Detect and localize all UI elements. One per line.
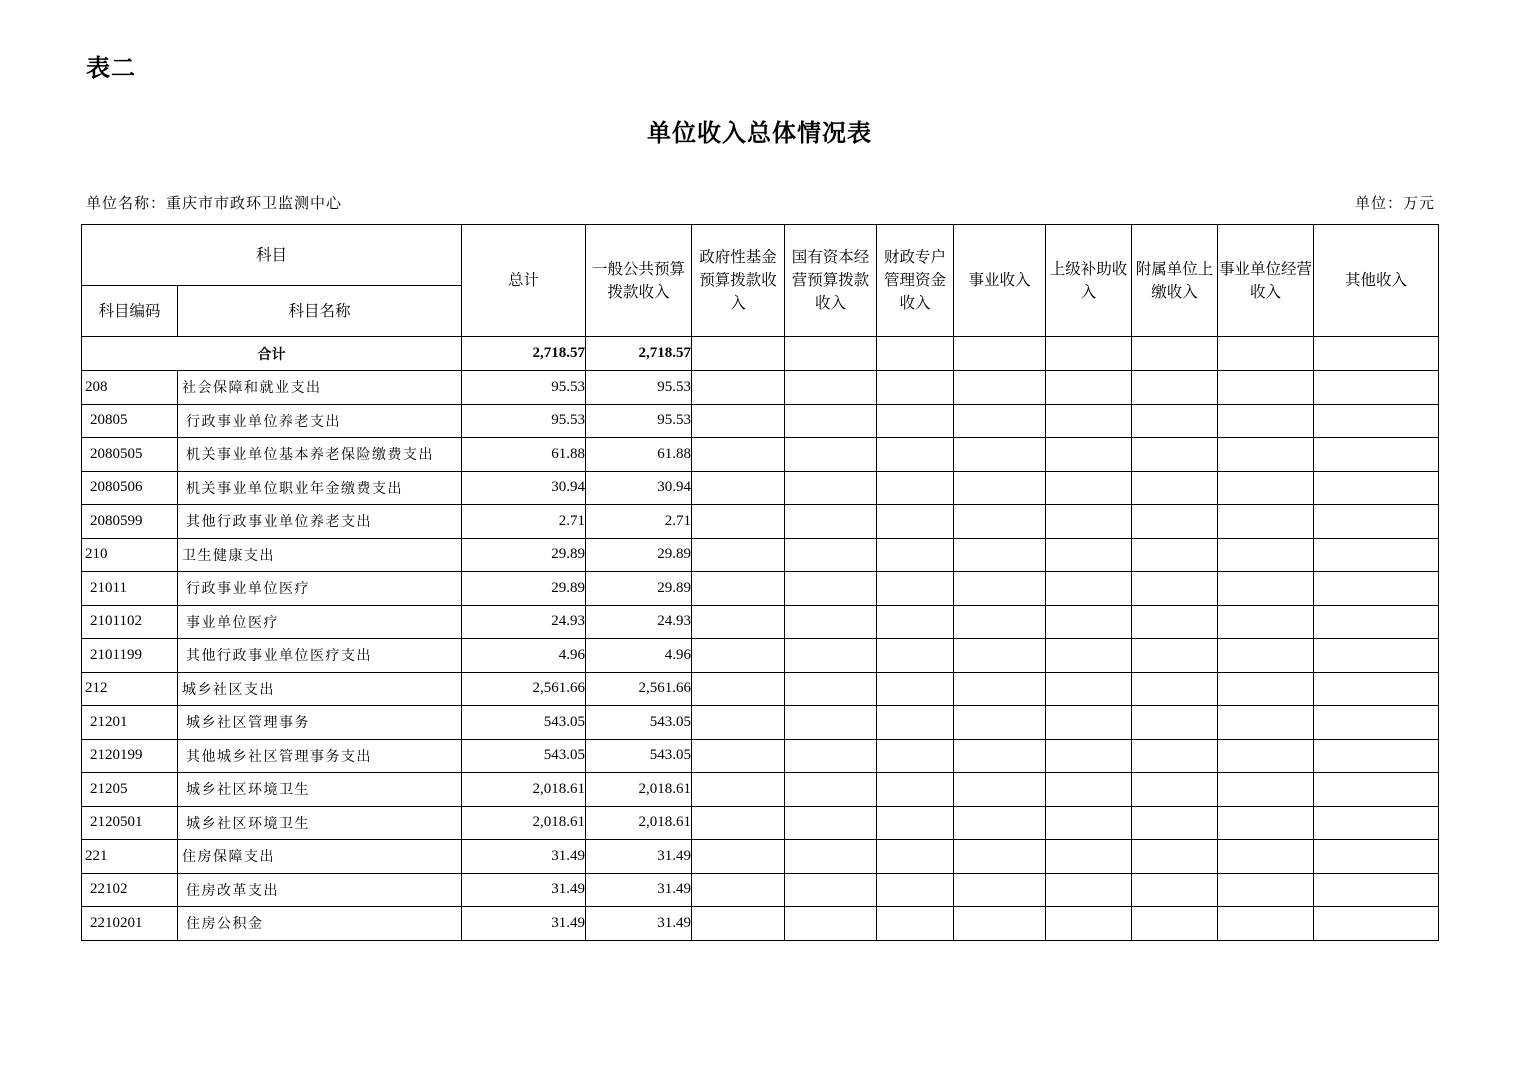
empty-cell bbox=[1046, 739, 1132, 773]
empty-cell bbox=[692, 773, 785, 807]
header-affiliated-unit: 附属单位上缴收入 bbox=[1132, 225, 1218, 337]
table-body bbox=[82, 337, 1439, 941]
table-row bbox=[82, 672, 1439, 706]
general-budget-cell: 31.49 bbox=[586, 907, 692, 941]
empty-cell bbox=[692, 639, 785, 673]
subject-code-cell: 212 bbox=[82, 672, 178, 706]
total-empty-cell bbox=[692, 337, 785, 371]
total-empty-cell bbox=[1218, 337, 1314, 371]
empty-cell bbox=[877, 471, 954, 505]
empty-cell bbox=[1218, 605, 1314, 639]
header-general-public-budget: 一般公共预算拨款收入 bbox=[586, 225, 692, 337]
empty-cell bbox=[692, 471, 785, 505]
empty-cell bbox=[954, 907, 1046, 941]
empty-cell bbox=[1132, 438, 1218, 472]
empty-cell bbox=[954, 840, 1046, 874]
empty-cell bbox=[877, 706, 954, 740]
empty-cell bbox=[1132, 639, 1218, 673]
empty-cell bbox=[785, 773, 877, 807]
empty-cell bbox=[1046, 706, 1132, 740]
empty-cell bbox=[1132, 773, 1218, 807]
total-cell: 2,561.66 bbox=[462, 672, 586, 706]
table-row bbox=[82, 873, 1439, 907]
total-cell: 95.53 bbox=[462, 404, 586, 438]
subject-name-cell: 住房保障支出 bbox=[178, 840, 462, 874]
header-superior-subsidy: 上级补助收入 bbox=[1046, 225, 1132, 337]
total-total: 2,718.57 bbox=[462, 337, 586, 371]
total-cell: 2,018.61 bbox=[462, 806, 586, 840]
table-row bbox=[82, 404, 1439, 438]
empty-cell bbox=[877, 371, 954, 405]
empty-cell bbox=[1314, 706, 1439, 740]
empty-cell bbox=[877, 672, 954, 706]
empty-cell bbox=[692, 706, 785, 740]
empty-cell bbox=[1132, 371, 1218, 405]
empty-cell bbox=[785, 639, 877, 673]
subject-code-cell: 2080506 bbox=[82, 471, 178, 505]
empty-cell bbox=[877, 873, 954, 907]
empty-cell bbox=[1218, 505, 1314, 539]
table-label: 表二 bbox=[86, 54, 136, 82]
table-row bbox=[82, 605, 1439, 639]
total-cell: 2.71 bbox=[462, 505, 586, 539]
subject-name-cell: 社会保障和就业支出 bbox=[178, 371, 462, 405]
general-budget-cell: 2,018.61 bbox=[586, 806, 692, 840]
total-cell: 24.93 bbox=[462, 605, 586, 639]
empty-cell bbox=[1132, 806, 1218, 840]
empty-cell bbox=[1314, 404, 1439, 438]
empty-cell bbox=[1132, 907, 1218, 941]
empty-cell bbox=[1218, 438, 1314, 472]
empty-cell bbox=[785, 572, 877, 606]
empty-cell bbox=[785, 672, 877, 706]
header-business-operation: 事业单位经营收入 bbox=[1218, 225, 1314, 337]
income-table bbox=[81, 224, 1439, 941]
empty-cell bbox=[1314, 739, 1439, 773]
empty-cell bbox=[1132, 605, 1218, 639]
empty-cell bbox=[1218, 672, 1314, 706]
empty-cell bbox=[785, 371, 877, 405]
table-row bbox=[82, 806, 1439, 840]
empty-cell bbox=[1046, 438, 1132, 472]
empty-cell bbox=[1314, 806, 1439, 840]
empty-cell bbox=[1314, 505, 1439, 539]
empty-cell bbox=[1132, 572, 1218, 606]
empty-cell bbox=[1046, 873, 1132, 907]
general-budget-cell: 95.53 bbox=[586, 404, 692, 438]
empty-cell bbox=[877, 538, 954, 572]
empty-cell bbox=[785, 605, 877, 639]
empty-cell bbox=[954, 773, 1046, 807]
empty-cell bbox=[1314, 471, 1439, 505]
empty-cell bbox=[1046, 471, 1132, 505]
general-budget-cell: 31.49 bbox=[586, 873, 692, 907]
subject-name-cell: 其他城乡社区管理事务支出 bbox=[178, 739, 462, 773]
total-empty-cell bbox=[954, 337, 1046, 371]
general-budget-cell: 543.05 bbox=[586, 739, 692, 773]
total-cell: 2,018.61 bbox=[462, 773, 586, 807]
subject-name-cell: 住房公积金 bbox=[178, 907, 462, 941]
header-subject-name: 科目名称 bbox=[178, 286, 462, 337]
table-row bbox=[82, 706, 1439, 740]
empty-cell bbox=[692, 505, 785, 539]
empty-cell bbox=[1314, 773, 1439, 807]
subject-name-cell: 其他行政事业单位医疗支出 bbox=[178, 639, 462, 673]
empty-cell bbox=[1314, 572, 1439, 606]
total-empty-cell bbox=[1046, 337, 1132, 371]
total-empty-cell bbox=[877, 337, 954, 371]
empty-cell bbox=[1218, 371, 1314, 405]
empty-cell bbox=[877, 907, 954, 941]
empty-cell bbox=[692, 840, 785, 874]
total-label: 合计 bbox=[82, 337, 462, 371]
subject-code-cell: 2120199 bbox=[82, 739, 178, 773]
empty-cell bbox=[1218, 873, 1314, 907]
general-budget-cell: 543.05 bbox=[586, 706, 692, 740]
empty-cell bbox=[785, 739, 877, 773]
empty-cell bbox=[785, 505, 877, 539]
header-subject: 科目 bbox=[82, 225, 462, 286]
total-row bbox=[82, 337, 1439, 371]
subject-name-cell: 城乡社区环境卫生 bbox=[178, 806, 462, 840]
total-empty-cell bbox=[1132, 337, 1218, 371]
total-general: 2,718.57 bbox=[586, 337, 692, 371]
empty-cell bbox=[954, 605, 1046, 639]
empty-cell bbox=[1132, 739, 1218, 773]
total-cell: 95.53 bbox=[462, 371, 586, 405]
general-budget-cell: 2,018.61 bbox=[586, 773, 692, 807]
empty-cell bbox=[1314, 672, 1439, 706]
general-budget-cell: 61.88 bbox=[586, 438, 692, 472]
empty-cell bbox=[954, 371, 1046, 405]
empty-cell bbox=[1314, 840, 1439, 874]
empty-cell bbox=[692, 907, 785, 941]
table-header bbox=[82, 225, 1439, 337]
currency-unit-label: 单位：万元 bbox=[1354, 194, 1435, 212]
empty-cell bbox=[954, 873, 1046, 907]
empty-cell bbox=[1218, 538, 1314, 572]
empty-cell bbox=[954, 572, 1046, 606]
header-government-fund: 政府性基金预算拨款收入 bbox=[692, 225, 785, 337]
empty-cell bbox=[692, 605, 785, 639]
subject-name-cell: 行政事业单位医疗 bbox=[178, 572, 462, 606]
empty-cell bbox=[1314, 605, 1439, 639]
total-cell: 61.88 bbox=[462, 438, 586, 472]
empty-cell bbox=[954, 438, 1046, 472]
empty-cell bbox=[1218, 471, 1314, 505]
empty-cell bbox=[1046, 572, 1132, 606]
total-cell: 30.94 bbox=[462, 471, 586, 505]
empty-cell bbox=[692, 404, 785, 438]
empty-cell bbox=[954, 739, 1046, 773]
header-fiscal-special: 财政专户管理资金收入 bbox=[877, 225, 954, 337]
general-budget-cell: 2,561.66 bbox=[586, 672, 692, 706]
empty-cell bbox=[692, 672, 785, 706]
subject-name-cell: 其他行政事业单位养老支出 bbox=[178, 505, 462, 539]
empty-cell bbox=[877, 404, 954, 438]
subject-name-cell: 城乡社区支出 bbox=[178, 672, 462, 706]
table-row bbox=[82, 572, 1439, 606]
empty-cell bbox=[1046, 806, 1132, 840]
empty-cell bbox=[785, 538, 877, 572]
header-subject-code: 科目编码 bbox=[82, 286, 178, 337]
empty-cell bbox=[1218, 639, 1314, 673]
table-row bbox=[82, 438, 1439, 472]
empty-cell bbox=[877, 840, 954, 874]
general-budget-cell: 2.71 bbox=[586, 505, 692, 539]
total-cell: 31.49 bbox=[462, 907, 586, 941]
subject-name-cell: 机关事业单位职业年金缴费支出 bbox=[178, 471, 462, 505]
empty-cell bbox=[877, 773, 954, 807]
subject-code-cell: 208 bbox=[82, 371, 178, 405]
empty-cell bbox=[877, 605, 954, 639]
empty-cell bbox=[1132, 538, 1218, 572]
subject-code-cell: 21205 bbox=[82, 773, 178, 807]
empty-cell bbox=[1218, 840, 1314, 874]
total-cell: 29.89 bbox=[462, 572, 586, 606]
subject-code-cell: 2080599 bbox=[82, 505, 178, 539]
subject-name-cell: 机关事业单位基本养老保险缴费支出 bbox=[178, 438, 462, 472]
empty-cell bbox=[692, 371, 785, 405]
total-cell: 31.49 bbox=[462, 840, 586, 874]
empty-cell bbox=[954, 706, 1046, 740]
empty-cell bbox=[877, 639, 954, 673]
empty-cell bbox=[954, 672, 1046, 706]
empty-cell bbox=[1132, 672, 1218, 706]
subject-name-cell: 住房改革支出 bbox=[178, 873, 462, 907]
page-title: 单位收入总体情况表 bbox=[647, 118, 872, 147]
subject-name-cell: 事业单位医疗 bbox=[178, 605, 462, 639]
general-budget-cell: 29.89 bbox=[586, 538, 692, 572]
empty-cell bbox=[785, 873, 877, 907]
empty-cell bbox=[785, 907, 877, 941]
empty-cell bbox=[1314, 639, 1439, 673]
empty-cell bbox=[785, 471, 877, 505]
unit-name-label: 单位名称：重庆市市政环卫监测中心 bbox=[86, 194, 343, 212]
subject-code-cell: 21011 bbox=[82, 572, 178, 606]
subject-name-cell: 卫生健康支出 bbox=[178, 538, 462, 572]
empty-cell bbox=[954, 639, 1046, 673]
empty-cell bbox=[1218, 806, 1314, 840]
table-row bbox=[82, 371, 1439, 405]
empty-cell bbox=[692, 438, 785, 472]
empty-cell bbox=[1132, 404, 1218, 438]
empty-cell bbox=[692, 806, 785, 840]
table-row bbox=[82, 505, 1439, 539]
total-cell: 543.05 bbox=[462, 739, 586, 773]
empty-cell bbox=[954, 505, 1046, 539]
subject-name-cell: 城乡社区环境卫生 bbox=[178, 773, 462, 807]
empty-cell bbox=[1046, 773, 1132, 807]
general-budget-cell: 24.93 bbox=[586, 605, 692, 639]
empty-cell bbox=[692, 739, 785, 773]
empty-cell bbox=[1046, 505, 1132, 539]
header-business-income: 事业收入 bbox=[954, 225, 1046, 337]
empty-cell bbox=[1314, 873, 1439, 907]
table-row bbox=[82, 639, 1439, 673]
empty-cell bbox=[1314, 438, 1439, 472]
total-empty-cell bbox=[785, 337, 877, 371]
empty-cell bbox=[954, 404, 1046, 438]
table-row bbox=[82, 471, 1439, 505]
empty-cell bbox=[1218, 706, 1314, 740]
subject-code-cell: 20805 bbox=[82, 404, 178, 438]
empty-cell bbox=[1218, 773, 1314, 807]
header-total: 总计 bbox=[462, 225, 586, 337]
header-state-capital: 国有资本经营预算拨款收入 bbox=[785, 225, 877, 337]
empty-cell bbox=[877, 572, 954, 606]
subject-code-cell: 22102 bbox=[82, 873, 178, 907]
empty-cell bbox=[1046, 538, 1132, 572]
empty-cell bbox=[954, 471, 1046, 505]
general-budget-cell: 95.53 bbox=[586, 371, 692, 405]
subject-name-cell: 城乡社区管理事务 bbox=[178, 706, 462, 740]
empty-cell bbox=[1132, 706, 1218, 740]
general-budget-cell: 31.49 bbox=[586, 840, 692, 874]
total-cell: 4.96 bbox=[462, 639, 586, 673]
subject-code-cell: 2101102 bbox=[82, 605, 178, 639]
empty-cell bbox=[1046, 605, 1132, 639]
subject-code-cell: 2210201 bbox=[82, 907, 178, 941]
total-cell: 29.89 bbox=[462, 538, 586, 572]
empty-cell bbox=[785, 840, 877, 874]
empty-cell bbox=[1046, 371, 1132, 405]
total-cell: 31.49 bbox=[462, 873, 586, 907]
empty-cell bbox=[1314, 907, 1439, 941]
empty-cell bbox=[877, 505, 954, 539]
empty-cell bbox=[877, 438, 954, 472]
table-row bbox=[82, 773, 1439, 807]
header-other-income: 其他收入 bbox=[1314, 225, 1439, 337]
subject-code-cell: 210 bbox=[82, 538, 178, 572]
empty-cell bbox=[785, 706, 877, 740]
empty-cell bbox=[692, 538, 785, 572]
empty-cell bbox=[692, 873, 785, 907]
empty-cell bbox=[1046, 672, 1132, 706]
total-empty-cell bbox=[1314, 337, 1439, 371]
subject-code-cell: 2101199 bbox=[82, 639, 178, 673]
subject-code-cell: 21201 bbox=[82, 706, 178, 740]
empty-cell bbox=[1132, 873, 1218, 907]
empty-cell bbox=[1314, 538, 1439, 572]
empty-cell bbox=[1314, 371, 1439, 405]
subject-name-cell: 行政事业单位养老支出 bbox=[178, 404, 462, 438]
empty-cell bbox=[1218, 572, 1314, 606]
empty-cell bbox=[954, 538, 1046, 572]
empty-cell bbox=[877, 739, 954, 773]
empty-cell bbox=[692, 572, 785, 606]
empty-cell bbox=[1046, 639, 1132, 673]
empty-cell bbox=[785, 404, 877, 438]
subject-code-cell: 2120501 bbox=[82, 806, 178, 840]
empty-cell bbox=[954, 806, 1046, 840]
table-row bbox=[82, 538, 1439, 572]
total-cell: 543.05 bbox=[462, 706, 586, 740]
general-budget-cell: 4.96 bbox=[586, 639, 692, 673]
general-budget-cell: 29.89 bbox=[586, 572, 692, 606]
table-row bbox=[82, 907, 1439, 941]
empty-cell bbox=[1046, 840, 1132, 874]
empty-cell bbox=[1132, 471, 1218, 505]
empty-cell bbox=[1046, 907, 1132, 941]
table-row bbox=[82, 739, 1439, 773]
table-row bbox=[82, 840, 1439, 874]
empty-cell bbox=[785, 438, 877, 472]
subject-code-cell: 221 bbox=[82, 840, 178, 874]
empty-cell bbox=[1132, 840, 1218, 874]
empty-cell bbox=[1132, 505, 1218, 539]
empty-cell bbox=[1218, 404, 1314, 438]
empty-cell bbox=[877, 806, 954, 840]
subject-code-cell: 2080505 bbox=[82, 438, 178, 472]
empty-cell bbox=[785, 806, 877, 840]
empty-cell bbox=[1218, 739, 1314, 773]
empty-cell bbox=[1046, 404, 1132, 438]
empty-cell bbox=[1218, 907, 1314, 941]
general-budget-cell: 30.94 bbox=[586, 471, 692, 505]
